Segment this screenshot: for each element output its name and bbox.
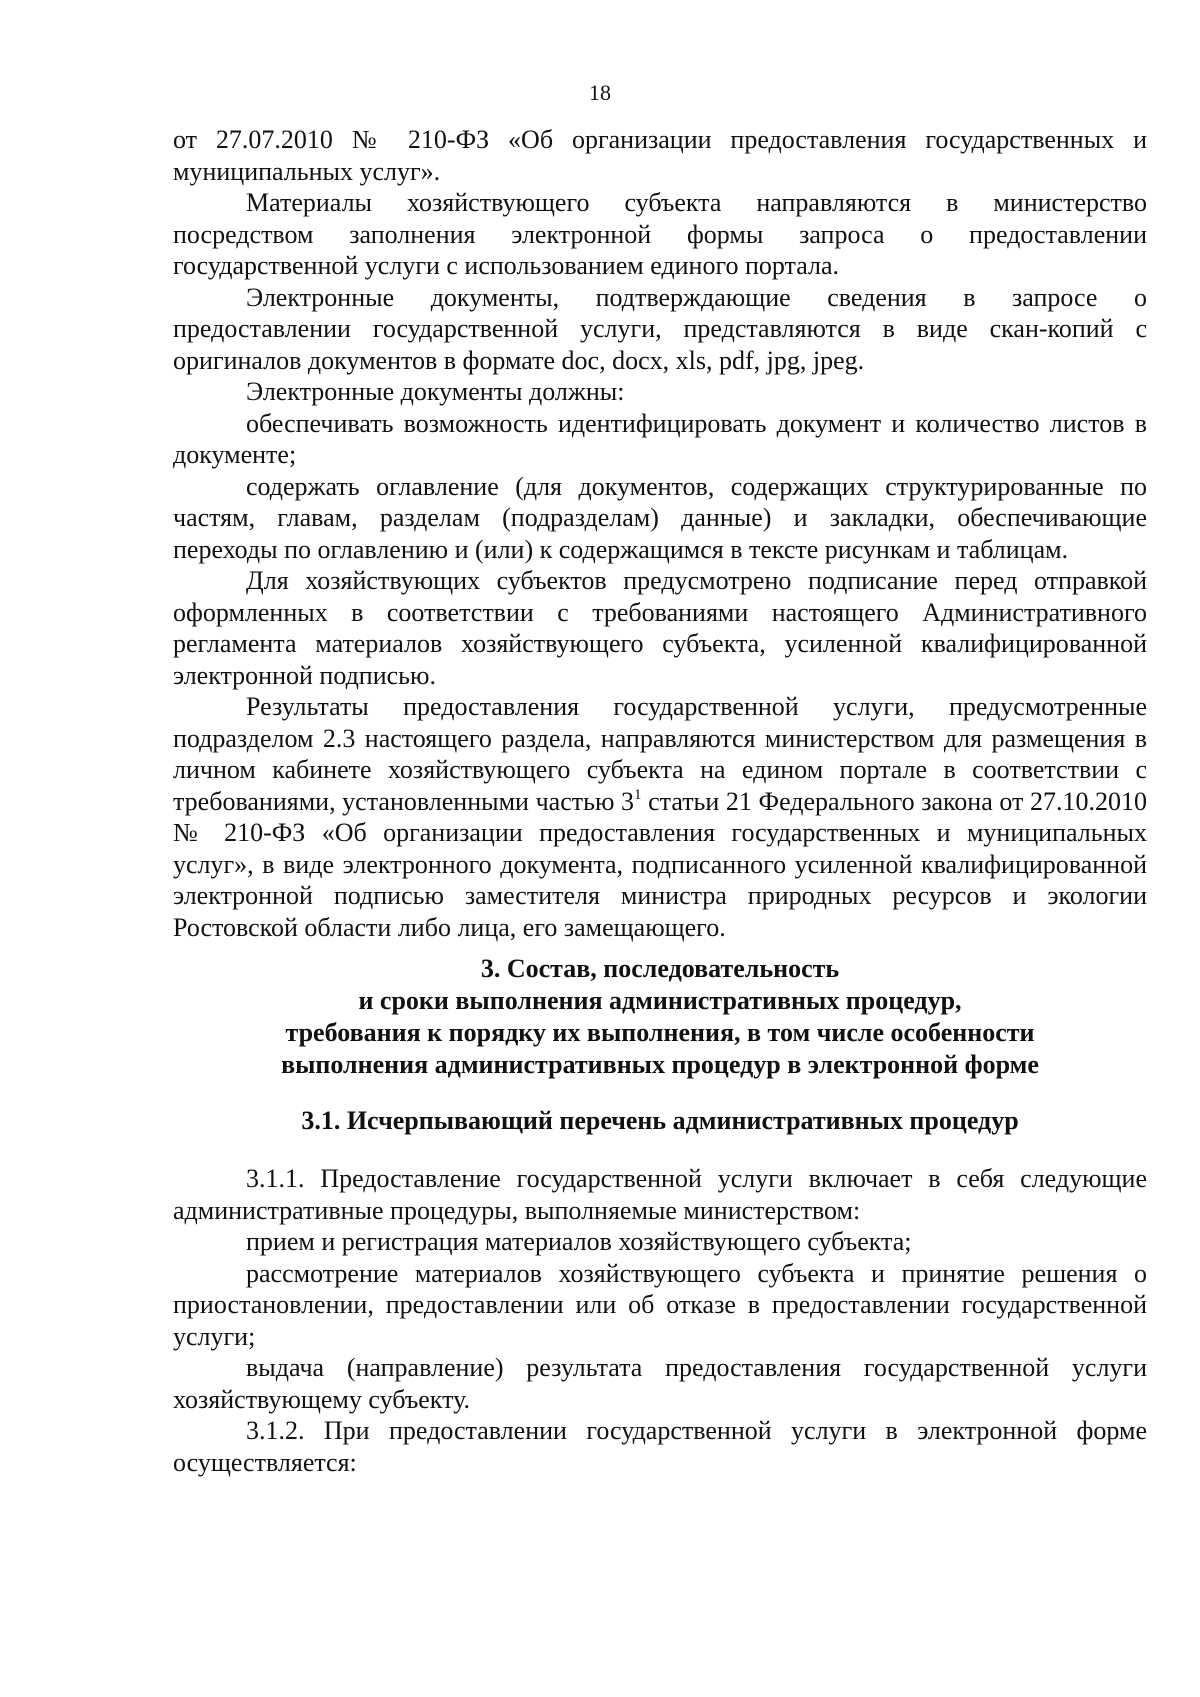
paragraph-identify-document: обеспечивать возможность идентифицировать документ и количество листов в документе; (173, 408, 1147, 469)
paragraph-issuance: выдача (направление) результата предоставления государственной услуги хозяйствующему субъекту. (173, 1353, 1147, 1414)
text-block-top (173, 124, 1147, 943)
subsection-3-1-heading (173, 1105, 1147, 1137)
superscript-mark: 1 (634, 786, 642, 803)
page-number: 18 (589, 80, 611, 105)
paragraph-3-1-2: 3.1.2. При предоставлении государственной услуги в электронной форме осуществляется: (173, 1416, 1147, 1477)
paragraph-electronic-documents: Электронные документы, подтверждающие сведения в запросе о предоставлении государственной услуги, представляются в виде скан-копий с оригиналов документов в формате doc, docx, xls, pdf, jpg, jpeg. (173, 282, 1147, 375)
paragraph-table-of-contents: содержать оглавление (для документов, содержащих структурированные по частям, главам, разделам (подразделам) данные) и закладки, обеспечивающие переходы по оглавлению и (или) к содержащимся в тексте рисункам и таблицам. (173, 471, 1147, 564)
section-3-heading-line: 3. Состав, последовательность (480, 954, 840, 983)
paragraph-law-reference: от 27.07.2010 № 210-ФЗ «Об организации предоставления государственных и муниципальных услуг». (173, 125, 1147, 186)
paragraph-3-1-1: 3.1.1. Предоставление государственной услуги включает в себя следующие административные процедуры, выполняемые министерством: (173, 1164, 1147, 1225)
paragraph-signing: Для хозяйствующих субъектов предусмотрено подписание перед отправкой оформленных в соответствии с требованиями настоящего Административного регламента материалов хозяйствующего субъекта, усиленной квалифицированной электронной подписью. (173, 566, 1147, 690)
section-3-heading (173, 953, 1147, 1081)
paragraph-consideration: рассмотрение материалов хозяйствующего субъекта и принятие решения о приостановлении, предоставлении или об отказе в предоставлении государственной услуги; (173, 1258, 1147, 1351)
results-text-after: статьи 21 Федерального закона от 27.10.2010 № 210-ФЗ «Об организации предоставления государственных и муниципальных услуг», в виде электронного документа, подписанного усиленной квалифицированной электронной подписью заместителя министра природных ресурсов и экологии Ростовской области либо лица, его замещающего. (173, 786, 1148, 942)
section-3-heading-line: и сроки выполнения административных процедур, (358, 986, 962, 1015)
paragraph-reception: прием и регистрация материалов хозяйствующего субъекта; (246, 1227, 912, 1256)
paragraph-materials-submission: Материалы хозяйствующего субъекта направляются в министерство посредством заполнения электронной формы запроса о предоставлении государственной услуги с использованием единого портала. (173, 188, 1147, 280)
subsection-3-1-title: 3.1. Исчерпывающий перечень административных процедур (301, 1106, 1019, 1135)
results-text-before: Результаты предоставления государственной услуги, предусмотренные подразделом 2.3 настоящего раздела, направляются министерством для размещения в личном кабинете хозяйствующего субъекта на едином портале в соответствии с требованиями, установленными частью 3 (173, 692, 1147, 816)
paragraph-documents-must: Электронные документы должны: (246, 377, 625, 406)
text-block-bottom (173, 1163, 1147, 1478)
section-3-heading-line: требования к порядку их выполнения, в том числе особенности (285, 1018, 1035, 1047)
paragraph-results (173, 691, 1147, 943)
section-3-heading-line: выполнения административных процедур в электронной форме (281, 1050, 1039, 1079)
